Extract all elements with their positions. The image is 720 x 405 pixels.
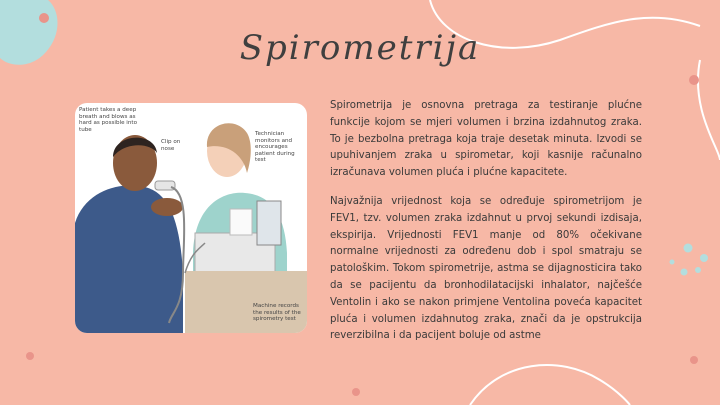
pink-dot: [690, 356, 698, 364]
paragraph-intro: Spirometrija je osnovna pretraga za testiranje plućne funkcije kojom se mjeri volumen i brzina izdahnutog zraka. To je bezbolna pretraga koja traje desetak minuta. Izvodi se upuhivanjem zraka u spirometar, koji kasnije računalno izračunava volumen pluća i plućne kapacitete.: [330, 100, 642, 179]
machine-paper: [230, 209, 252, 235]
pink-dot: [39, 13, 49, 23]
machine-screen: [257, 201, 281, 245]
body-text: [330, 98, 642, 357]
pink-dot: [26, 352, 34, 360]
caption-patient: Patient takes a deep breath and blows as hard as possible into tube: [79, 107, 138, 133]
patient-arm: [151, 198, 183, 216]
paragraph-fev1: Najvažnija vrijednost koja se određuje spirometrijom je FEV1, tzv. volumen zraka izdahnut u prvoj sekundi izdisaja, ekspirija. Vrijednosti FEV1 manje od 80% očekivane normalne vrijednosti za određenu dob i spol smatraju se patološkim. Tokom spirometrije, astma se dijagnosticira tako da se pacijentu da bronhodilatacijski inhalator, najčešće Ventolin i ako se nakon primjene Ventolina poveća kapacitet pluća i volumen izdahnutog zraka, znači da je opstrukcija reverzibilna i da pacijent boluje od astme: [330, 195, 642, 342]
pink-dot: [352, 388, 360, 396]
table: [185, 271, 307, 333]
caption-machine: Machine records the results of the spirometry test: [253, 303, 301, 323]
caption-technician: Technician monitors and encourages patient during test: [255, 131, 295, 164]
teal-dot: [681, 269, 688, 276]
caption-clip: Clip on nose: [161, 139, 181, 152]
slide-title: Spirometrija: [239, 28, 481, 68]
teal-dot: [684, 244, 693, 253]
white-swirl-right: [698, 60, 720, 160]
pink-dot: [689, 75, 699, 85]
teal-dot: [695, 267, 701, 273]
teal-dot: [670, 260, 675, 265]
white-arc-bottom: [470, 365, 630, 405]
teal-dot: [700, 254, 708, 262]
mouthpiece-tube: [155, 181, 175, 190]
spirometry-illustration: [75, 103, 307, 333]
